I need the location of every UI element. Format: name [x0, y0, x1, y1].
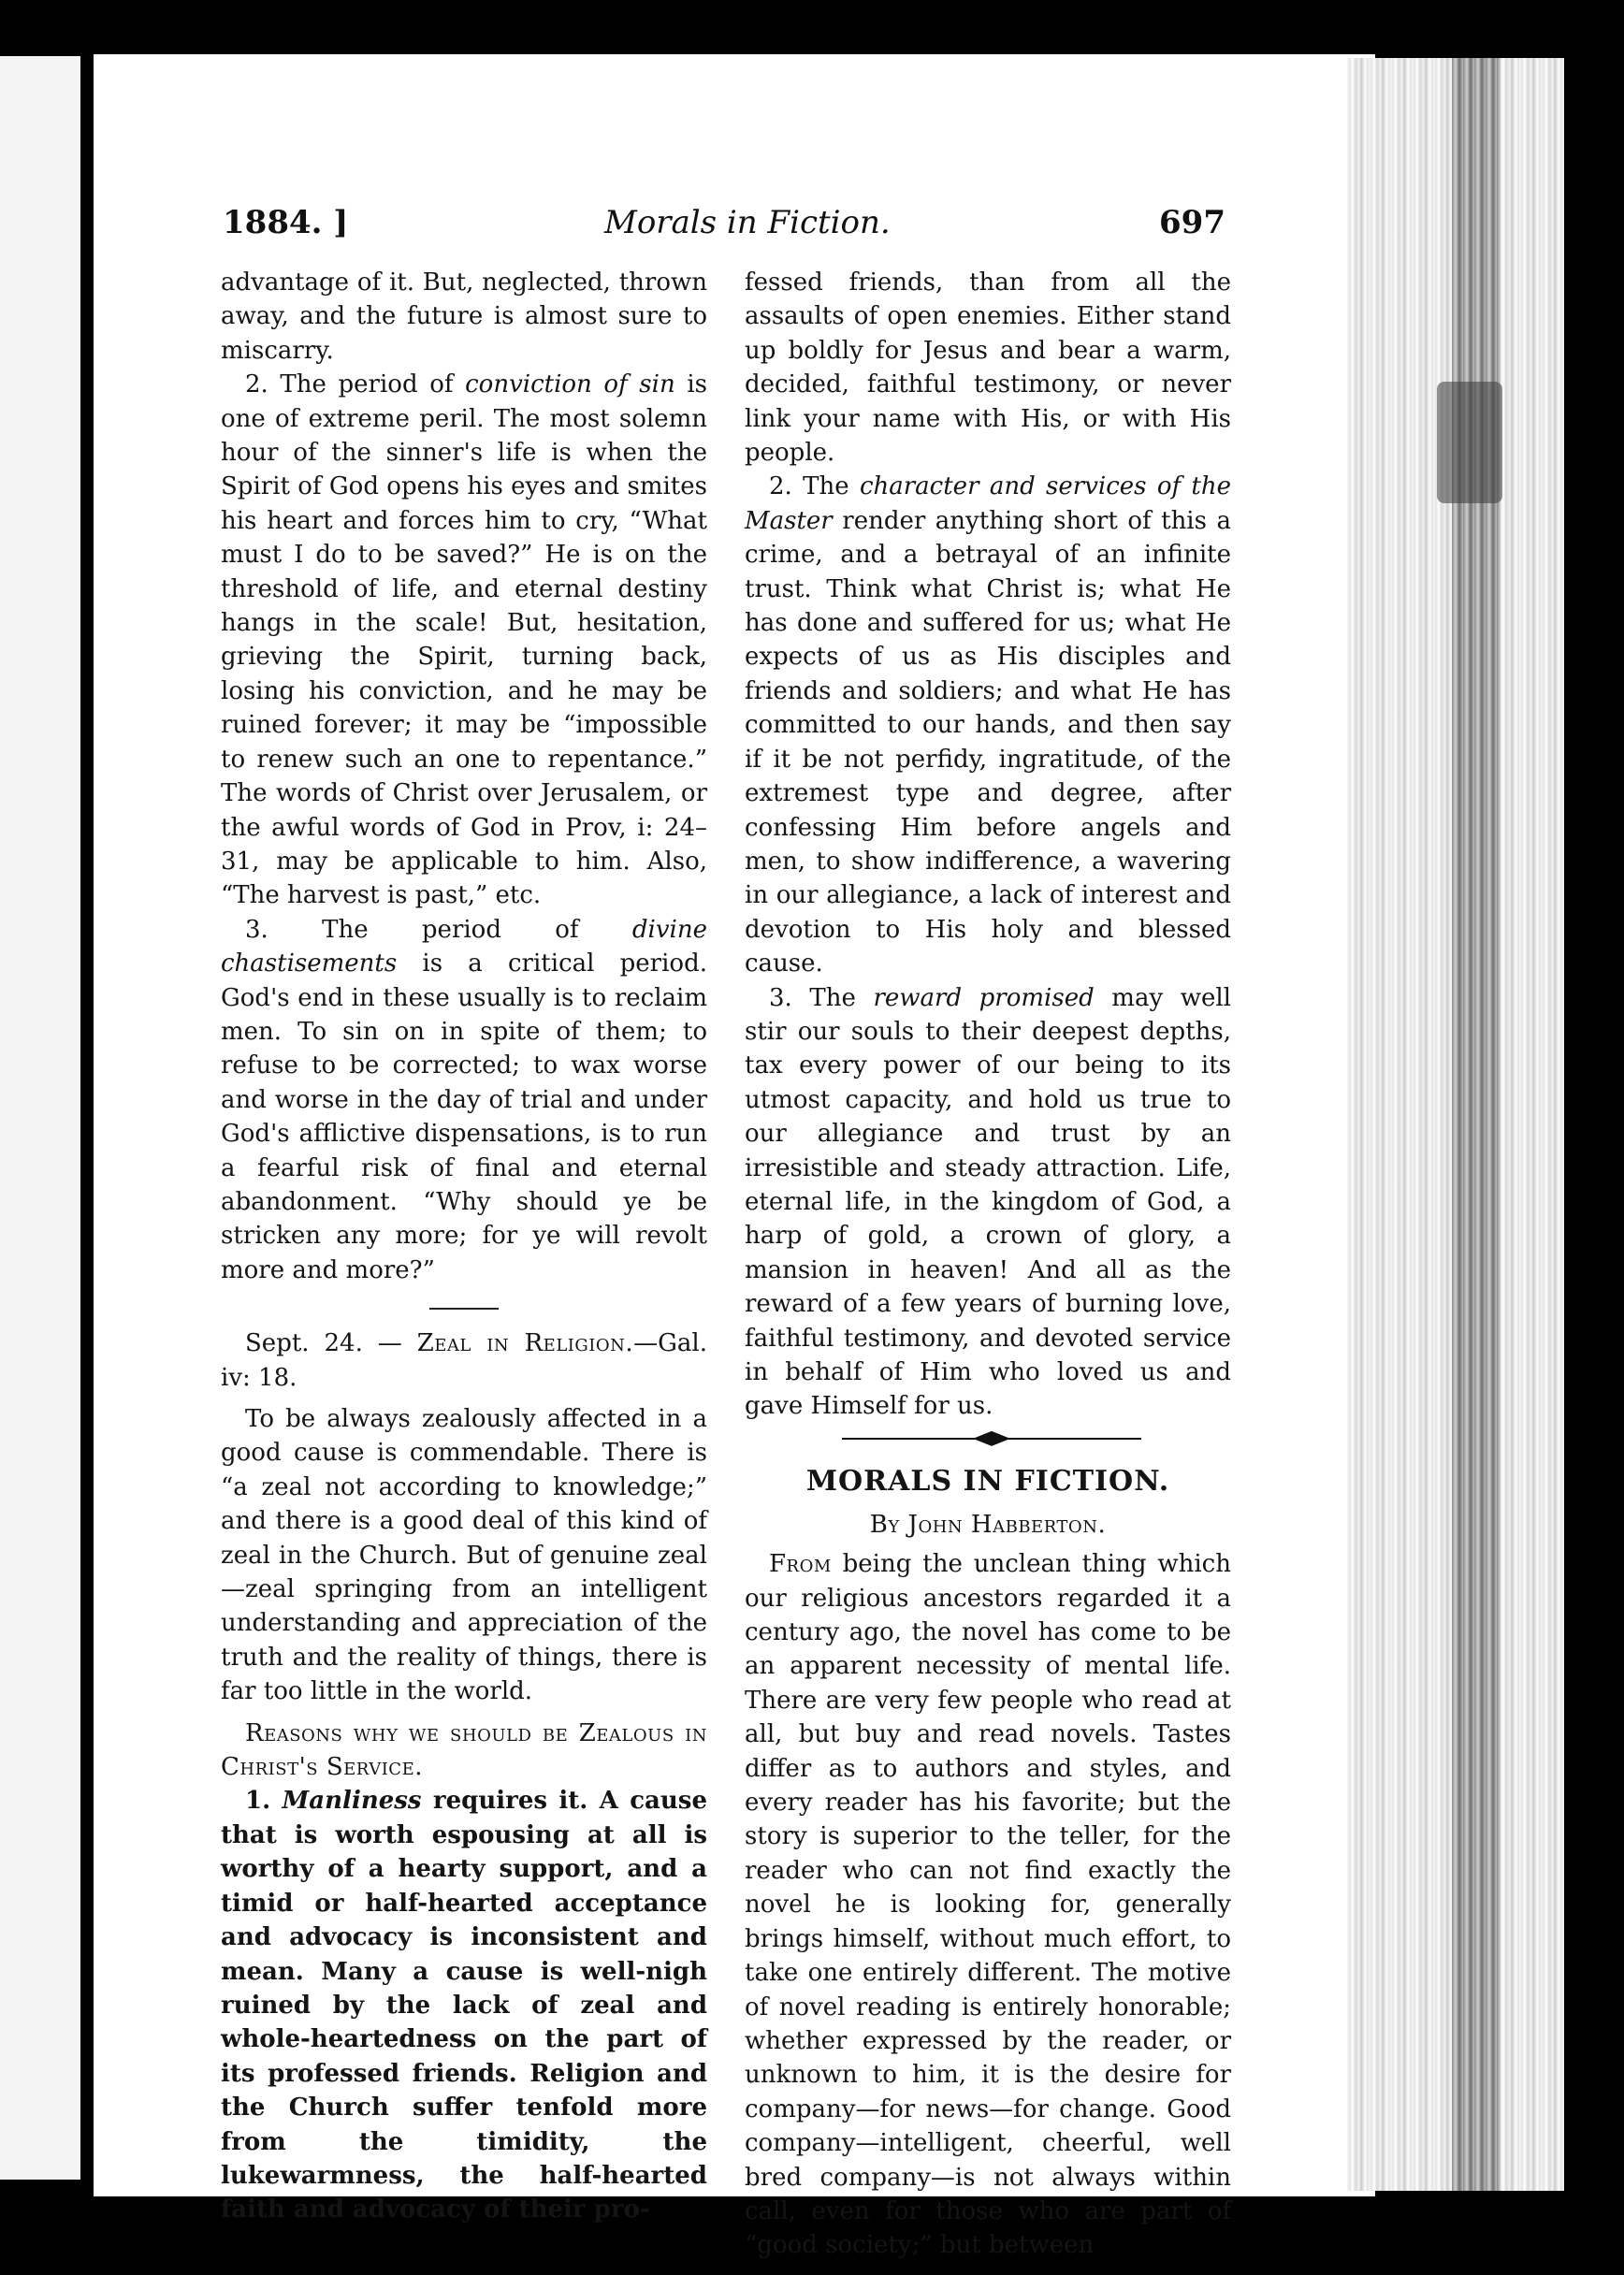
paragraph-text: may well stir our souls to their deepest depths, tax every power of our being to its utmost capacity, and hold us true to our allegiance and trust by an irresistible and steady attraction. Life, eternal life, in the kingdom of God, a harp of gold, a crown of glory, a mansion in heaven! And all as the reward of a few years of burning love, faithful testimony, and devoted service in behalf of Him who loved us and gave Himself for us. [745, 983, 1231, 1421]
emphasis: divine chastisements [221, 915, 707, 978]
subheading: Reasons why we should be Zealous in Christ's Service. [221, 1718, 707, 1782]
paragraph [745, 1547, 1231, 2263]
scripture-reference: —Gal. iv: 18. [221, 1329, 708, 1392]
edge-smudge [1437, 382, 1502, 503]
entry-heading [221, 1326, 707, 1395]
paragraph-text: is one of extreme peril. The most solemn hour of the sinner's life is when the Spirit of God opens his eyes and smites his heart and forces him to cry, “What must I do to be saved?” He is on the threshold of life, and eternal destiny hangs in the scale! But, hesitation, grieving the Spirit, turning back, losing his conviction, and he may be ruined forever; it may be “impossible to renew such an one to repentance.” The words of Christ over Jerusalem, or the awful words of God in Prov, i: 24–31, may be applicable to him. Also, “The harvest is past,” etc. [221, 370, 707, 910]
page-number: 697 [1159, 204, 1225, 241]
paragraph: fessed friends, than from all the assaults of open enemies. Either stand up boldly for Jesus and bear a warm, decided, faithful testimony, or never link your name with His, or with His people. [745, 268, 1231, 468]
paragraph: To be always zealously affected in a good cause is commendable. There is “a zeal not according to knowledge;” and there is a good deal of this kind of zeal in the Church. But of genuine zeal—zeal springing from an intelligent understanding and appreciation of the truth and the reality of things, there is far too little in the world. [221, 1405, 707, 1706]
ornamental-rule [745, 1427, 1231, 1450]
paragraph-number: 1. [245, 1787, 283, 1816]
paragraph-number: 3. The [769, 983, 874, 1012]
section-divider [429, 1308, 499, 1310]
paragraph-number: 2. The period of [245, 370, 466, 399]
paragraph-text: requires it. A cause that is worth espousing at all is worthy of a hearty support, and a timid or half-hearted acceptance and advocacy is inconsistent and mean. Many a cause is well-nigh ruined by the lack of zeal and whole-heartedness on the part of its professed friends. Religion and the Church suffer tenfold more from the timidity, the lukewarmness, the half-hearted faith and advocacy of their pro- [221, 1787, 707, 2224]
emphasis: conviction of sin [465, 370, 675, 399]
byline: By John Habberton. [869, 1510, 1107, 1539]
previous-page-edge [0, 56, 80, 2180]
paragraph-text: is a critical period. God's end in these usually is to reclaim men. To sin on in spite of them; to refuse to be corrected; to wax worse and worse in the day of trial and under God's afflictive dispensations, is to run a fearful risk of final and eternal abandonment. “Why should ye be stricken any more; for ye will revolt more and more?” [221, 949, 707, 1284]
running-title: Morals in Fiction. [604, 204, 891, 241]
page-stack-edge [1347, 58, 1564, 2191]
paragraph-number: 3. The period of [245, 915, 632, 944]
right-column [745, 266, 1231, 2263]
ornament-diamond-icon [973, 1431, 1010, 1446]
header-year: 1884. ] [223, 204, 349, 241]
numbered-paragraph [221, 913, 707, 1287]
article-title: MORALS IN FICTION. [805, 1464, 1170, 1498]
entry-title: Zeal in Religion. [416, 1329, 634, 1358]
numbered-paragraph [221, 368, 707, 913]
lead-word: From [769, 1550, 832, 1579]
numbered-paragraph [221, 1784, 707, 2226]
emphasis: reward promised [873, 983, 1095, 1012]
paragraph-text: render anything short of this a crime, and a betrayal of an infinite trust. Think what Christ is; what He has done and suffered for us; what He expects of us as His disciples and friends and soldiers; and what He has committed to our hands, and then say if it be not perfidy, ingratitude, of the extremest type and degree, after confessing Him before angels and men, to show indifference, a wavering in our allegiance, a lack of interest and devotion to His holy and blessed cause. [745, 506, 1231, 978]
paragraph-number: 2. The [769, 472, 860, 501]
emphasis: Manliness [282, 1787, 422, 1816]
numbered-paragraph [745, 470, 1231, 980]
paragraph-text: being the unclean thing which our religious ancestors regarded it a century ago, the novel has come to be an apparent necessity of mental life. There are very few people who read at all, but buy and read novels. Tastes differ as to authors and styles, and every reader has his favorite; but the story is superior to the teller, for the reader who can not find exactly the novel he is looking for, generally brings himself, without much effort, to take one entirely different. The motive of novel reading is entirely honorable; whether expressed by the reader, or unknown to him, it is the desire for company—for news—for change. Good company—intelligent, cheerful, well bred company—is not always within call, even for those who are part of “good society;” but between [745, 1550, 1231, 2260]
emphasis: character and services of the Master [745, 472, 1231, 535]
numbered-paragraph [745, 981, 1231, 1424]
paragraph: advantage of it. But, neglected, thrown away, and the future is almost sure to miscarry. [221, 268, 707, 365]
left-column [221, 266, 707, 2227]
entry-date: Sept. 24. — [245, 1329, 417, 1358]
edge-shadow-band [1452, 58, 1501, 2191]
running-header [223, 204, 1225, 253]
